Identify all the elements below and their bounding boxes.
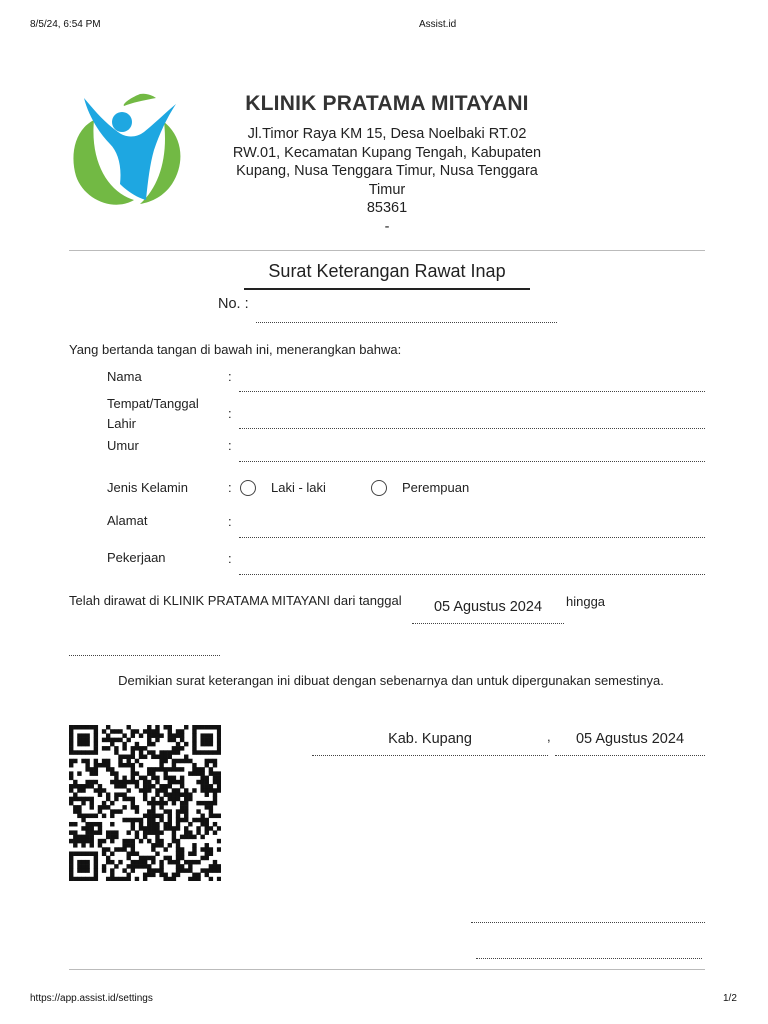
label-pekerjaan: Pekerjaan bbox=[107, 550, 166, 565]
radio-laki-laki[interactable] bbox=[240, 480, 256, 496]
print-site-title: Assist.id bbox=[419, 19, 457, 30]
signing-date-field[interactable] bbox=[555, 755, 705, 756]
letter-number-label: No. : bbox=[218, 296, 249, 312]
header-divider bbox=[69, 250, 705, 251]
until-label: hingga bbox=[566, 594, 606, 609]
option-perempuan-label: Perempuan bbox=[402, 480, 470, 495]
label-jenis-kelamin: Jenis Kelamin bbox=[107, 480, 188, 495]
print-timestamp: 8/5/24, 6:54 PM bbox=[30, 19, 101, 30]
address-line: 85361 bbox=[366, 200, 408, 216]
treated-until-field[interactable] bbox=[69, 655, 220, 656]
tempat-tanggal-lahir-field[interactable] bbox=[239, 428, 705, 429]
address-line: RW.01, Kecamatan Kupang Tengah, Kabupaten bbox=[232, 144, 542, 161]
clinic-name: KLINIK PRATAMA MITAYANI bbox=[245, 92, 529, 115]
qr-code bbox=[69, 725, 221, 881]
signing-date: 05 Agustus 2024 bbox=[575, 731, 685, 747]
closing-statement: Demikian surat keterangan ini dibuat dengan sebenarnya dan untuk dipergunakan semestinya. bbox=[118, 673, 664, 688]
letter-number-field[interactable] bbox=[256, 322, 557, 323]
print-url: https://app.assist.id/settings bbox=[30, 993, 153, 1004]
address-line: Kupang, Nusa Tenggara Timur, Nusa Tenggara bbox=[236, 163, 538, 179]
label-lahir: Lahir bbox=[107, 416, 136, 431]
option-laki-laki-label: Laki - laki bbox=[271, 480, 326, 495]
pekerjaan-field[interactable] bbox=[239, 574, 705, 575]
clinic-address bbox=[0, 125, 768, 236]
signing-place: Kab. Kupang bbox=[388, 731, 472, 747]
nama-field[interactable] bbox=[239, 391, 705, 392]
umur-field[interactable] bbox=[239, 461, 705, 462]
treated-from-field[interactable] bbox=[412, 623, 564, 624]
title-underline bbox=[244, 288, 530, 290]
treated-text: Telah dirawat di KLINIK PRATAMA MITAYANI dari tanggal bbox=[69, 593, 402, 608]
qr-code-icon bbox=[69, 725, 221, 881]
signing-place-field[interactable] bbox=[312, 755, 548, 756]
colon: : bbox=[228, 551, 232, 566]
alamat-field[interactable] bbox=[239, 537, 705, 538]
colon: : bbox=[228, 480, 232, 495]
label-alamat: Alamat bbox=[107, 513, 148, 528]
letter-title: Surat Keterangan Rawat Inap bbox=[268, 261, 506, 281]
address-line: Jl.Timor Raya KM 15, Desa Noelbaki RT.02 bbox=[247, 126, 527, 142]
radio-perempuan[interactable] bbox=[371, 480, 387, 496]
place-date-separator: , bbox=[547, 729, 551, 744]
label-umur: Umur bbox=[107, 438, 139, 453]
label-tempat-tanggal: Tempat/Tanggal bbox=[107, 396, 199, 411]
colon: : bbox=[228, 514, 232, 529]
footer-divider bbox=[69, 969, 705, 970]
address-line: - bbox=[384, 218, 390, 235]
print-page-number: 1/2 bbox=[723, 993, 737, 1004]
colon: : bbox=[228, 369, 232, 384]
signer-name-line[interactable] bbox=[476, 958, 702, 959]
intro-text: Yang bertanda tangan di bawah ini, menerangkan bahwa: bbox=[69, 342, 402, 357]
signature-line[interactable] bbox=[471, 922, 705, 923]
treated-from-date: 05 Agustus 2024 bbox=[433, 599, 543, 615]
label-nama: Nama bbox=[107, 369, 142, 384]
address-line: Timur bbox=[368, 181, 406, 198]
colon: : bbox=[228, 438, 232, 453]
colon: : bbox=[228, 406, 232, 421]
